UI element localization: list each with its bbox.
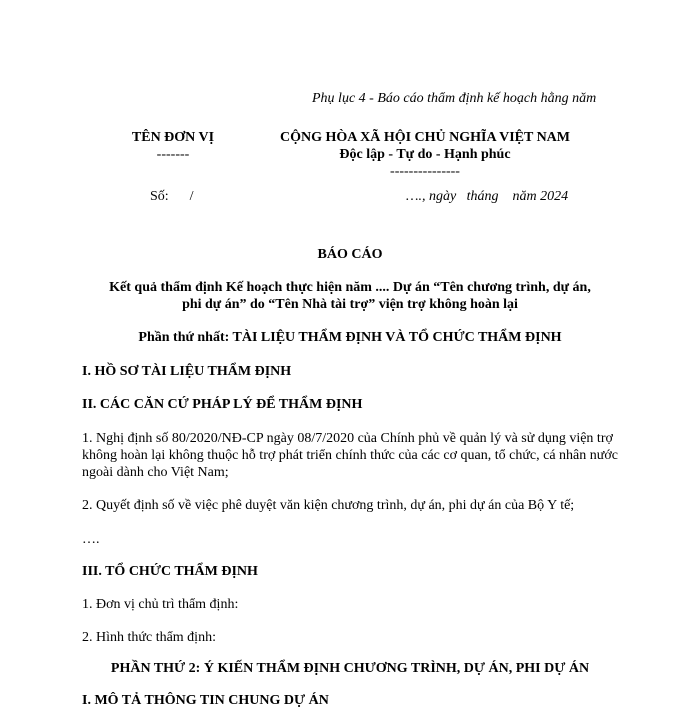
legal-item-ellipsis: ….	[82, 532, 100, 547]
section-project-info: I. MÔ TẢ THÔNG TIN CHUNG DỰ ÁN	[82, 693, 329, 708]
document-date: …., ngày tháng năm 2024	[406, 189, 569, 204]
appendix-label: Phụ lục 4 - Báo cáo thẩm định kế hoạch hằng năm	[312, 91, 597, 106]
report-subtitle-line1: Kết quả thẩm định Kế hoạch thực hiện năm .... Dự án “Tên chương trình, dự án,	[109, 280, 591, 295]
report-subtitle-line2: phi dự án” do “Tên Nhà tài trợ” viện trợ không hoàn lại	[182, 297, 518, 312]
section-legal-basis: II. CÁC CĂN CỨ PHÁP LÝ ĐỂ THẨM ĐỊNH	[82, 397, 363, 412]
country-name: CỘNG HÒA XÃ HỘI CHỦ NGHĨA VIỆT NAM	[279, 130, 570, 145]
document-number: Số: /	[150, 189, 194, 204]
part1-title: Phần thứ nhất: TÀI LIỆU THẨM ĐỊNH VÀ TỔ CHỨC THẨM ĐỊNH	[138, 330, 562, 345]
report-title: BÁO CÁO	[317, 247, 383, 262]
org-lead-unit: 1. Đơn vị chủ trì thẩm định:	[82, 597, 239, 612]
motto: Độc lập - Tự do - Hạnh phúc	[339, 147, 511, 162]
section-documents: I. HỒ SƠ TÀI LIỆU THẨM ĐỊNH	[82, 364, 292, 379]
motto-rule: ---------------	[390, 164, 460, 179]
legal-item-decree: 1. Nghị định số 80/2020/NĐ-CP ngày 08/7/2020 của Chính phủ về quản lý và sử dụng viện trợ không hoàn lại không thuộc hỗ trợ phát triển chính thức của các cơ quan, tổ chức, cá nhân nước ngoài dành cho Việt Nam;	[82, 431, 618, 480]
org-form: 2. Hình thức thẩm định:	[82, 630, 216, 645]
part2-title: PHẦN THỨ 2: Ý KIẾN THẨM ĐỊNH CHƯƠNG TRÌNH, DỰ ÁN, PHI DỰ ÁN	[110, 661, 590, 676]
unit-name: TÊN ĐƠN VỊ	[131, 130, 215, 145]
unit-rule: -------	[156, 147, 190, 162]
section-organization: III. TỔ CHỨC THẨM ĐỊNH	[82, 564, 258, 579]
legal-item-decision: 2. Quyết định số về việc phê duyệt văn kiện chương trình, dự án, phi dự án của Bộ Y tế;	[82, 498, 575, 513]
